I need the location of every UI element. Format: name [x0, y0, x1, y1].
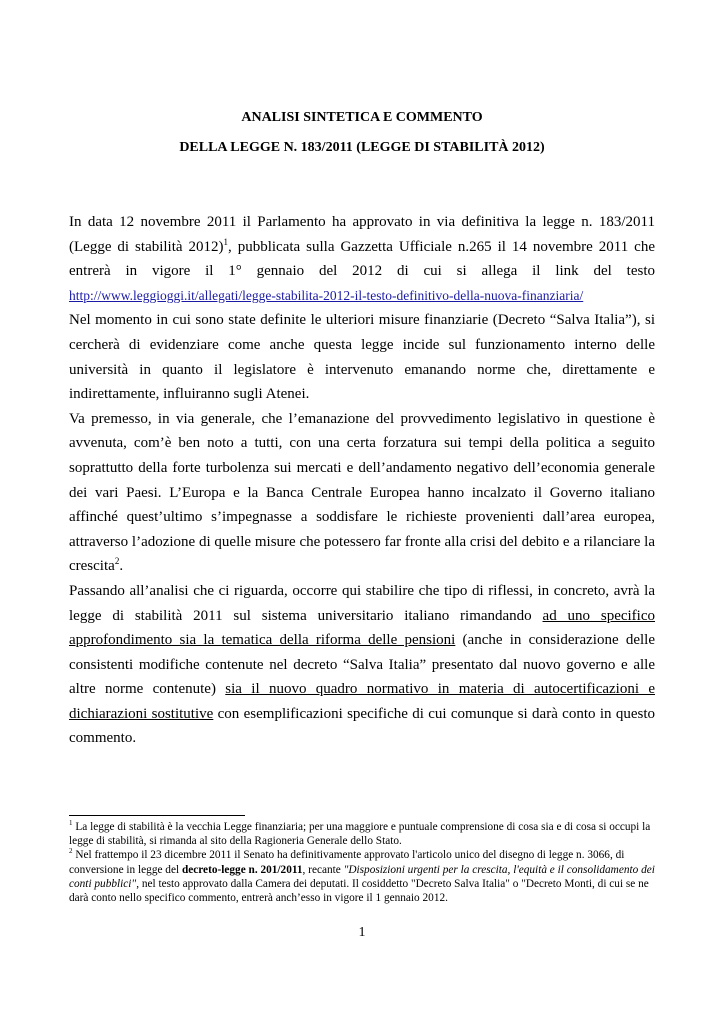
- paragraph-intro: [69, 210, 655, 308]
- document-title-line-1: ANALISI SINTETICA E COMMENTO: [241, 110, 483, 125]
- document-body: [69, 210, 655, 751]
- document-title-line-2: DELLA LEGGE N. 183/2011 (LEGGE DI STABILITÀ 2012): [179, 140, 545, 155]
- underlined-self-certification: sia il nuovo quadro normativo in materia di autocertificazioni e dichiarazioni sostitutive: [69, 681, 655, 722]
- underlined-pensions-reform: ad uno specifico approfondimento sia la tematica della riforma delle pensioni: [69, 607, 655, 649]
- paragraph-premise: [69, 407, 655, 579]
- footnote-2-text-3: , nel testo approvato dalla Camera dei deputati. Il cosiddetto "Decreto Salva Italia" o "Decreto Monti, di cui se ne darà conto nello specifico commento, entrerà anch’esso in vigore il 1 gennaio 2012.: [69, 877, 649, 905]
- footnote-1-mark: 1: [69, 819, 73, 828]
- footnote-separator: [69, 815, 245, 816]
- footnote-ref-1[interactable]: 1: [223, 236, 229, 247]
- footnote-2: [69, 848, 655, 905]
- footnote-1: [69, 820, 655, 848]
- footnote-2-text: Nel frattempo il 23 dicembre 2011 il Senato ha definitivamente approvato l'articolo unico del disegno di legge n. 3066, di conversione in legge del: [69, 849, 625, 876]
- paragraph-salva-italia: Nel momento in cui sono state definite le ulteriori misure finanziarie (Decreto “Salva Italia”), si cercherà di evidenziare come anche questa legge incide sul funzionamento interno delle università in quanto il legislatore è intervenuto emanando norme che, direttamente e indirettamente, influiranno sugli Atenei.: [69, 312, 655, 403]
- paragraph-intro-text-cont: , pubblicata sulla Gazzetta Ufficiale n.265 il 14 novembre 2011 che entrerà in vigore il 1° gennaio del 2012 di cui si allega il link del testo: [69, 238, 655, 280]
- paragraph-analysis-text: Passando all’analisi che ci riguarda, occorre qui stabilire che tipo di riflessi, in concreto, avrà la legge di stabilità 2011 sul sistema universitario italiano rimandando: [69, 582, 655, 624]
- paragraph-premise-text: Va premesso, in via generale, che l’emanazione del provvedimento legislativo in questione è avvenuta, com’è ben noto a tutti, con una certa forzatura sui tempi della politica a seguito soprattutto della forte turbolenza sui mercati e dell’andamento negativo dell’economia generale dei vari Paesi. L’Europa e la Banca Centrale Europea hanno incalzato il Governo italiano affinché quest’ultimo s’impegnasse a soddisfare le richieste provenienti dall’area europea, attraverso l’adozione di quelle misure che potessero far fronte alla crisi del debito e a rilanciare la crescita: [69, 410, 655, 575]
- footnote-1-text: La legge di stabilità è la vecchia Legge finanziaria; per una maggiore e puntuale comprensione di cosa sia e di cosa si occupi la legge di stabilità, si rimanda al sito della Ragioneria Generale dello Stato.: [69, 821, 651, 848]
- footnote-2-mark: 2: [69, 847, 73, 856]
- footnotes: [69, 820, 655, 905]
- paragraph-analysis-text-2: (anche in considerazione delle consistenti modifiche contenute nel decreto “Salva Italia” presentato dal nuovo governo e alle altre norme contenute): [69, 632, 655, 698]
- page-number: 1: [358, 925, 366, 940]
- paragraph-intro-text: In data 12 novembre 2011 il Parlamento ha approvato in via definitiva la legge n. 183/2011 (Legge di stabilità 2012): [69, 214, 655, 255]
- paragraph-analysis-text-3: con esemplificazioni specifiche di cui comunque si darà conto in questo commento.: [69, 705, 656, 747]
- footnote-2-text-2: , recante: [302, 863, 344, 876]
- footnote-2-decree: decreto-legge n. 201/2011: [181, 863, 303, 876]
- footnote-2-decree-title: "Disposizioni urgenti per la crescita, l'equità e il consolidamento dei conti pubblici": [69, 863, 655, 890]
- paragraph-analysis: [69, 579, 655, 751]
- law-text-link[interactable]: http://www.leggioggi.it/allegati/legge-stabilita-2012-il-testo-definitivo-della-nuova-finanziaria/: [69, 287, 584, 303]
- footnote-ref-2[interactable]: 2: [114, 556, 120, 567]
- paragraph-premise-end: .: [119, 558, 124, 575]
